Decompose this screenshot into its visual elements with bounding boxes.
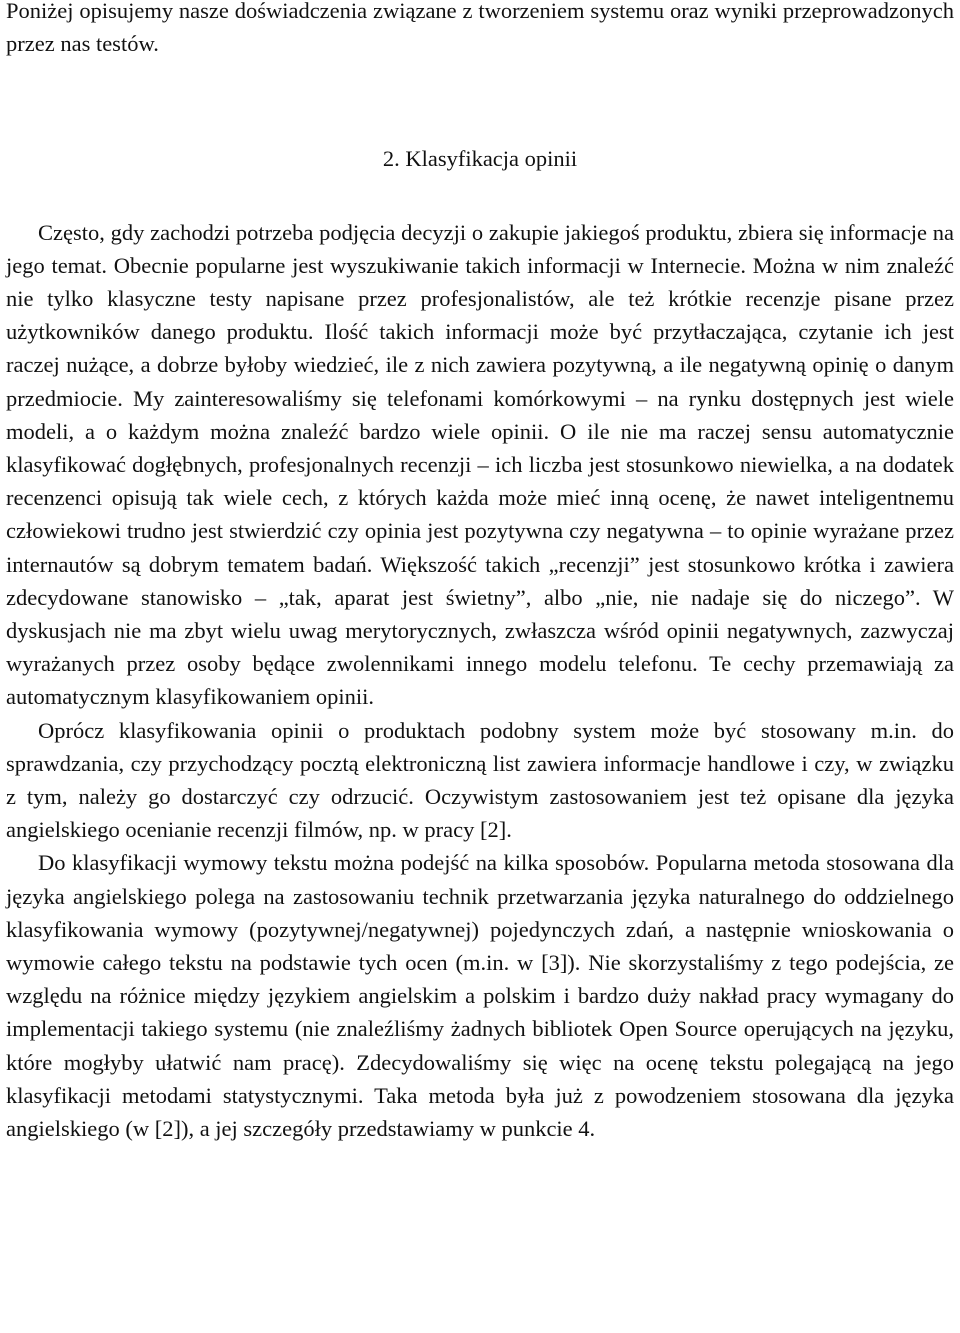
paragraph-applications: Oprócz klasyfikowania opinii o produktach podobny system może być stosowany m.in. do sprawdzania, czy przychodzący pocztą elektroniczną list zawiera informacje handlowe i czy, w związku z tym, należy go dostarczyć czy odrzucić. Oczywistym zastosowaniem jest też opisane dla języka angielskiego ocenianie recenzji filmów, np. w pracy [2]. [6,717,954,843]
intro-paragraph: Poniżej opisujemy nasze doświadczenia związane z tworzeniem systemu oraz wyniki przeprowadzonych przez nas testów. [6,0,954,57]
section-heading: 2. Klasyfikacja opinii [382,146,578,172]
paragraph-opinions: Często, gdy zachodzi potrzeba podjęcia decyzji o zakupie jakiegoś produktu, zbiera się informacje na jego temat. Obecnie popularne jest wyszukiwanie takich informacji w Internecie. Można w nim znaleźć nie tylko klasyczne testy napisane przez profesjonalistów, ale też krótkie recenzje pisane przez użytkowników danego produktu. Ilość takich informacji może być przytłaczająca, czytanie ich jest raczej nużące, a dobrze byłoby wiedzieć, ile z nich zawiera pozytywną, a ile negatywną opinię o danym przedmiocie. My zainteresowaliśmy się telefonami komórkowymi – na rynku dostępnych jest wiele modeli, a o każdym można znaleźć bardzo wiele opinii. O ile nie ma raczej sensu automatycznie klasyfikować dogłębnych, profesjonalnych recenzji – ich liczba jest stosunkowo niewielka, a na dodatek recenzenci opisują tak wiele cech, z których każda może mieć inną ocenę, że nawet inteligentnemu człowiekowi trudno jest stwierdzić czy opinia jest pozytywna czy negatywna – to opinie wyrażane przez internautów są dobrym tematem badań. Większość takich „recenzji” jest stosunkowo krótka i zawiera zdecydowane stanowisko – „tak, aparat jest świetny”, albo „nie, nie nadaje się do niczego”. W dyskusjach nie ma zbyt wielu uwag merytorycznych, zwłaszcza wśród opinii negatywnych, zazwyczaj wyrażanych przez osoby będące zwolennikami innego modelu telefonu. Te cechy przemawiają za automatycznym klasyfikowaniem opinii. [6,219,954,710]
paragraph-methods: Do klasyfikacji wymowy tekstu można podejść na kilka sposobów. Popularna metoda stosowana dla języka angielskiego polega na zastosowaniu technik przetwarzania języka naturalnego do oddzielnego klasyfikowania wymowy (pozytywnej/negatywnej) pojedynczych zdań, a następnie wnioskowania o wymowie całego tekstu na podstawie tych ocen (m.in. w [3]). Nie skorzystaliśmy z tego podejścia, ze względu na różnice między językiem angielskim a polskim i bardzo duży nakład pracy wymagany do implementacji takiego systemu (nie znaleźliśmy żadnych bibliotek Open Source operujących na języku, które mogłyby ułatwić nam pracę). Zdecydowaliśmy się więc na ocenę tekstu polegającą na jego klasyfikacji metodami statystycznymi. Taka metoda była już z powodzeniem stosowana dla języka angielskiego (w [2]), a jej szczegóły przedstawiamy w punkcie 4. [6,850,954,1142]
document-page [6,0,954,1145]
